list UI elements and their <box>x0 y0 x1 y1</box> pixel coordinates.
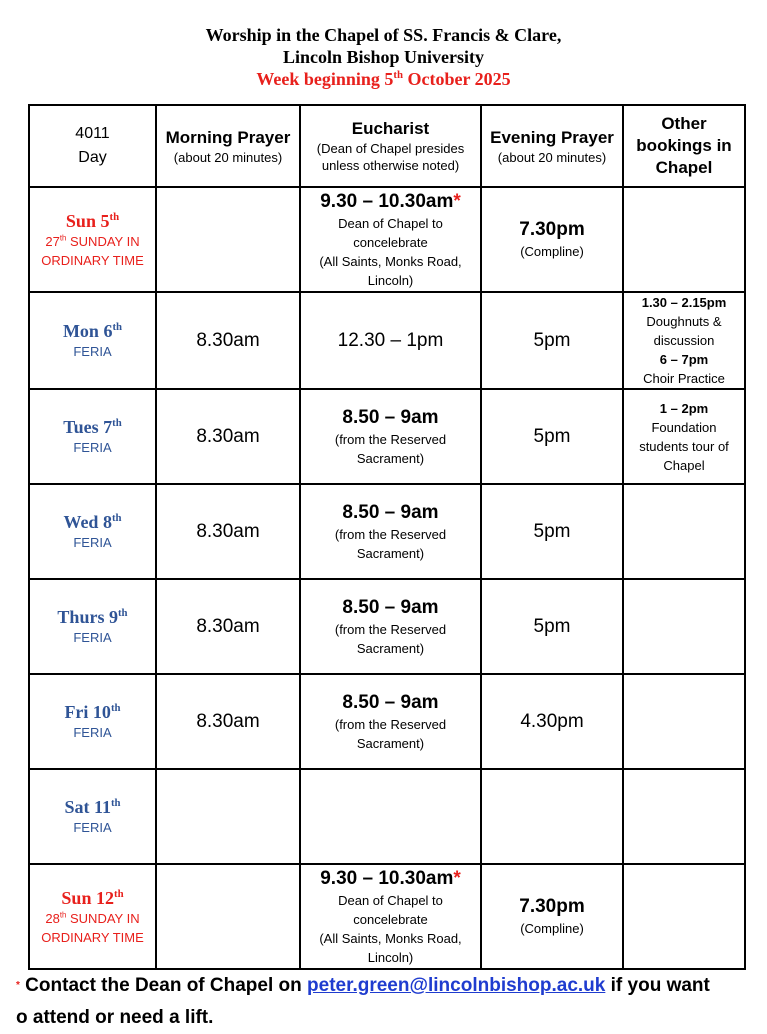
evening-time: 7.30pm <box>519 896 585 917</box>
eucharist-cell <box>300 579 481 674</box>
evening-header-title: Evening Prayer <box>490 127 614 147</box>
table-row <box>29 674 745 769</box>
morning-cell <box>156 187 300 292</box>
other-cell <box>623 484 745 579</box>
day-label: Wed 8 <box>63 512 112 532</box>
morning-header-title: Morning Prayer <box>165 127 291 147</box>
eucharist-time: 8.50 – 9am <box>342 596 439 618</box>
eucharist-location: (All Saints, Monks Road, Lincoln) <box>319 253 462 288</box>
day-subtitle: FERIA <box>73 440 112 455</box>
day-sup: th <box>112 321 123 333</box>
footnote-line-2: o attend or need a lift. <box>16 1007 214 1028</box>
eucharist-header-title: Eucharist <box>351 119 430 138</box>
evening-cell <box>481 187 623 292</box>
other-cell <box>623 389 745 484</box>
day-cell <box>29 674 156 769</box>
evening-header-sub: (about 20 minutes) <box>497 149 607 165</box>
day-name <box>30 210 155 232</box>
sub-number: 27 <box>45 233 60 249</box>
eucharist-time: 8.50 – 9am <box>342 406 439 428</box>
eucharist-note: (from the Reserved Sacrament) <box>334 621 447 656</box>
day-label: Sun 5 <box>65 210 110 231</box>
title-line-1: Worship in the Chapel of SS. Francis & Clare, <box>205 25 562 45</box>
table-row <box>29 769 745 864</box>
week-heading-pre: Week beginning 5 <box>256 69 394 89</box>
evening-cell: 5pm <box>481 389 623 484</box>
morning-cell <box>156 864 300 969</box>
morning-header-sub: (about 20 minutes) <box>173 149 283 165</box>
week-heading <box>0 68 767 90</box>
title-line-2: Lincoln Bishop University <box>282 47 485 67</box>
day-label: Mon 6 <box>62 321 113 341</box>
sub-number: 28 <box>45 910 60 926</box>
eucharist-header <box>300 105 481 187</box>
eucharist-star: * <box>453 867 461 889</box>
day-name <box>30 511 155 533</box>
week-heading-post: October 2025 <box>402 69 511 89</box>
other-cell <box>623 674 745 769</box>
evening-cell <box>481 769 623 864</box>
day-name <box>30 796 155 818</box>
morning-cell: 8.30am <box>156 579 300 674</box>
table-row <box>29 484 745 579</box>
evening-note: (Compline) <box>520 244 584 259</box>
day-sup: th <box>110 797 121 809</box>
table-row <box>29 292 745 389</box>
day-cell <box>29 187 156 292</box>
eucharist-time <box>301 190 480 214</box>
table-header-row <box>29 105 745 187</box>
dean-email-link[interactable]: peter.green@lincolnbishop.ac.uk <box>307 975 606 996</box>
day-cell <box>29 864 156 969</box>
other-bookings-header <box>623 105 745 187</box>
eucharist-cell <box>300 864 481 969</box>
day-header-number: 4011 <box>75 125 110 142</box>
eucharist-star: * <box>453 190 461 212</box>
other-cell <box>623 864 745 969</box>
day-name <box>30 416 155 438</box>
evening-cell: 5pm <box>481 484 623 579</box>
other-booking-text: Choir Practice <box>643 371 725 386</box>
day-label: Sat 11 <box>64 797 111 817</box>
day-cell <box>29 389 156 484</box>
week-heading-sup: th <box>393 69 403 81</box>
other-cell <box>623 292 745 389</box>
day-sup: th <box>109 210 120 223</box>
other-cell <box>623 187 745 292</box>
day-subtitle: FERIA <box>73 630 112 645</box>
day-cell <box>29 292 156 389</box>
day-subtitle: FERIA <box>73 820 112 835</box>
other-booking-time: 1.30 – 2.15pm <box>641 295 727 310</box>
evening-cell: 5pm <box>481 579 623 674</box>
day-sup: th <box>113 887 124 900</box>
morning-cell <box>156 769 300 864</box>
day-subtitle <box>30 232 155 270</box>
day-name <box>30 606 155 628</box>
evening-cell: 4.30pm <box>481 674 623 769</box>
other-booking-time: 1 – 2pm <box>659 400 709 416</box>
eucharist-note: Dean of Chapel to concelebrate <box>338 215 443 250</box>
evening-time: 7.30pm <box>519 219 585 240</box>
eucharist-location: (All Saints, Monks Road, Lincoln) <box>319 930 462 965</box>
day-label: Tues 7 <box>63 417 113 437</box>
eucharist-cell <box>300 769 481 864</box>
day-sup: th <box>117 607 128 619</box>
day-subtitle <box>30 909 155 947</box>
sub-sup: th <box>59 910 67 920</box>
evening-prayer-header <box>481 105 623 187</box>
footnote <box>16 970 767 1002</box>
eucharist-header-sub: (Dean of Chapel presides unless otherwise noted) <box>316 141 465 173</box>
morning-cell: 8.30am <box>156 292 300 389</box>
eucharist-note: (from the Reserved Sacrament) <box>334 526 447 561</box>
day-column-header <box>29 105 156 187</box>
eucharist-cell <box>300 484 481 579</box>
day-label: Fri 10 <box>64 702 111 722</box>
footnote-star: * <box>16 980 20 991</box>
day-subtitle: FERIA <box>73 344 112 359</box>
day-cell <box>29 769 156 864</box>
morning-cell: 8.30am <box>156 674 300 769</box>
sub-sup: th <box>59 233 67 243</box>
evening-cell: 5pm <box>481 292 623 389</box>
evening-note: (Compline) <box>520 921 584 936</box>
table-row <box>29 389 745 484</box>
day-cell <box>29 484 156 579</box>
other-cell <box>623 579 745 674</box>
sub-text: SUNDAY IN ORDINARY TIME <box>41 233 144 268</box>
eucharist-note: Dean of Chapel to concelebrate <box>338 892 443 927</box>
morning-cell: 8.30am <box>156 389 300 484</box>
other-booking-text: Foundation students tour of Chapel <box>639 419 729 473</box>
day-subtitle: FERIA <box>73 725 112 740</box>
eucharist-cell <box>300 674 481 769</box>
eucharist-time: 8.50 – 9am <box>342 691 439 713</box>
day-name <box>30 701 155 723</box>
footnote-text-pre: Contact the Dean of Chapel on <box>19 975 308 996</box>
day-sup: th <box>112 417 122 429</box>
table-row <box>29 864 745 969</box>
eucharist-time: 8.50 – 9am <box>342 501 439 523</box>
eucharist-time <box>301 867 480 891</box>
eucharist-cell: 12.30 – 1pm <box>300 292 481 389</box>
eucharist-cell <box>300 389 481 484</box>
eucharist-note: (from the Reserved Sacrament) <box>334 716 447 751</box>
day-header-label: Day <box>78 149 107 166</box>
day-cell <box>29 579 156 674</box>
other-header-title: Other bookings in Chapel <box>636 114 732 177</box>
day-label: Sun 12 <box>61 887 114 908</box>
morning-cell: 8.30am <box>156 484 300 579</box>
table-row <box>29 187 745 292</box>
schedule-table <box>28 104 746 970</box>
day-sup: th <box>110 702 121 714</box>
footnote-text-post: if you want <box>605 975 710 996</box>
sub-text: SUNDAY IN ORDINARY TIME <box>41 910 144 945</box>
day-subtitle: FERIA <box>73 535 112 550</box>
table-row <box>29 579 745 674</box>
day-label: Thurs 9 <box>57 607 118 627</box>
morning-prayer-header <box>156 105 300 187</box>
eucharist-time-text: 9.30 – 10.30am <box>320 867 454 889</box>
day-name <box>30 887 155 909</box>
other-cell <box>623 769 745 864</box>
eucharist-time-text: 9.30 – 10.30am <box>320 190 454 212</box>
other-booking-time: 6 – 7pm <box>659 352 709 367</box>
eucharist-cell <box>300 187 481 292</box>
other-booking-text: Doughnuts & discussion <box>646 314 722 348</box>
day-name <box>30 320 155 342</box>
eucharist-note: (from the Reserved Sacrament) <box>334 431 447 466</box>
evening-cell <box>481 864 623 969</box>
day-sup: th <box>111 512 122 524</box>
